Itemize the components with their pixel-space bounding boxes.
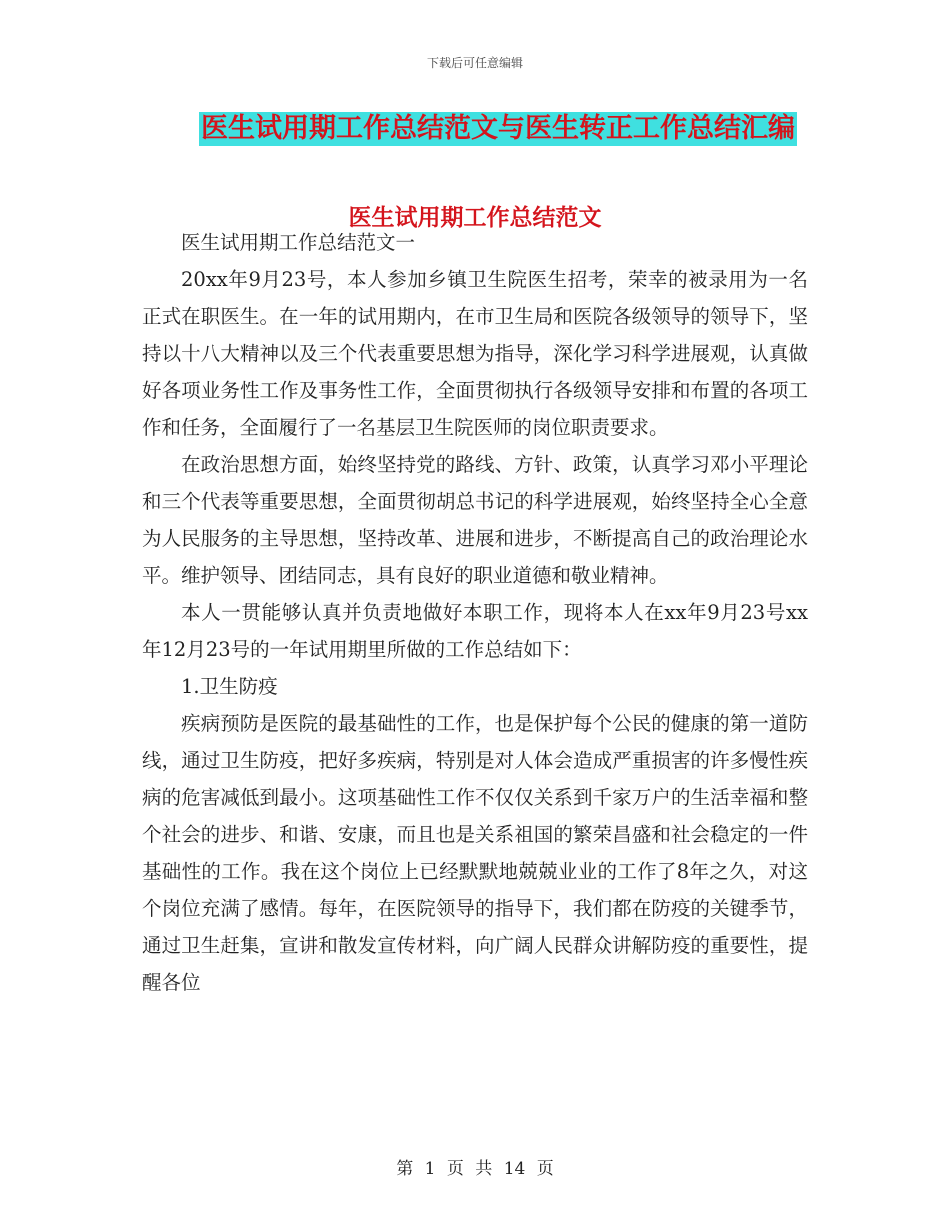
paragraph-2: 20xx年9月23号，本人参加乡镇卫生院医生招考，荣幸的被录用为一名正式在职医生。在一年的试用期内，在市卫生局和医院各级领导的领导下，坚持以十八大精神以及三个代表重要思想为指导，深化学习科学进展观，认真做好各项业务性工作及事务性工作，全面贯彻执行各级领导安排和布置的各项工作和任务，全面履行了一名基层卫生院医师的岗位职责要求。	[142, 268, 808, 439]
paragraph-5: 1.卫生防疫	[181, 675, 278, 698]
paragraph-3: 在政治思想方面，始终坚持党的路线、方针、政策，认真学习邓小平理论和三个代表等重要思想，全面贯彻胡总书记的科学进展观，始终坚持全心全意为人民服务的主导思想，坚持改革、进展和进步，不断提高自己的政治理论水平。维护领导、团结同志，具有良好的职业道德和敬业精神。	[142, 453, 808, 587]
page-footer: 第 1 页 共 14 页	[396, 1159, 554, 1179]
paragraph-4: 本人一贯能够认真并负责地做好本职工作，现将本人在xx年9月23号xx年12月23号的一年试用期里所做的工作总结如下：	[142, 601, 808, 661]
main-title: 医生试用期工作总结范文与医生转正工作总结汇编	[201, 113, 795, 144]
section-title: 医生试用期工作总结范文	[348, 204, 602, 231]
main-title-wrap	[0, 112, 950, 146]
paragraph-6: 疾病预防是医院的最基础性的工作，也是保护每个公民的健康的第一道防线，通过卫生防疫，把好多疾病，特别是对人体会造成严重损害的许多慢性疾病的危害减低到最小。这项基础性工作不仅仅关系到千家万户的生活幸福和整个社会的进步、和谐、安康，而且也是关系祖国的繁荣昌盛和社会稳定的一件基础性的工作。我在这个岗位上已经默默地兢兢业业的工作了8年之久，对这个岗位充满了感情。每年，在医院领导的指导下，我们都在防疫的关键季节，通过卫生赶集，宣讲和散发宣传材料，向广阔人民群众讲解防疫的重要性，提醒各位	[142, 712, 808, 994]
body-text	[142, 224, 808, 1001]
paragraph-1: 医生试用期工作总结范文一	[181, 231, 416, 254]
header-note: 下载后可任意编辑	[426, 56, 523, 70]
